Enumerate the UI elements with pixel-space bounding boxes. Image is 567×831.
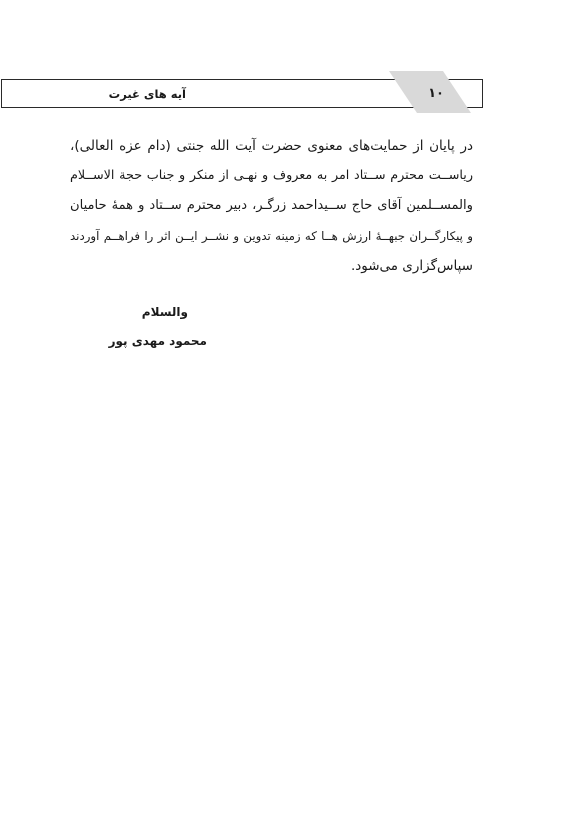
paragraph-line: و پیکارگــران جبهــهٔ ارزش هــا که زمینه تدوین و نشــر ایــن اثر را فراهــم آوردند	[70, 229, 473, 243]
paragraph-line: سپاس‌گزاری می‌شود.	[350, 258, 473, 274]
paragraph-line: والمســلمین آقای حاج ســیداحمد زرگـر، دبیر محترم ســتاد و همهٔ حامیان	[70, 198, 473, 213]
running-header-title: آیه های غیرت	[108, 87, 186, 101]
paragraph-line: در پایان از حمایت‌های معنوی حضرت آیت الله جنتی (دام عزه العالی)،	[70, 138, 473, 154]
salutation: والسلام	[141, 305, 188, 319]
author-signature: محمود مهدی پور	[108, 334, 207, 348]
acknowledgement-paragraph	[70, 131, 473, 281]
paragraph-line: ریاســت محترم ســتاد امر به معروف و نهـی از منکر و جناب حجة الاســلام	[70, 168, 473, 183]
page-number: ۱۰	[428, 86, 444, 101]
